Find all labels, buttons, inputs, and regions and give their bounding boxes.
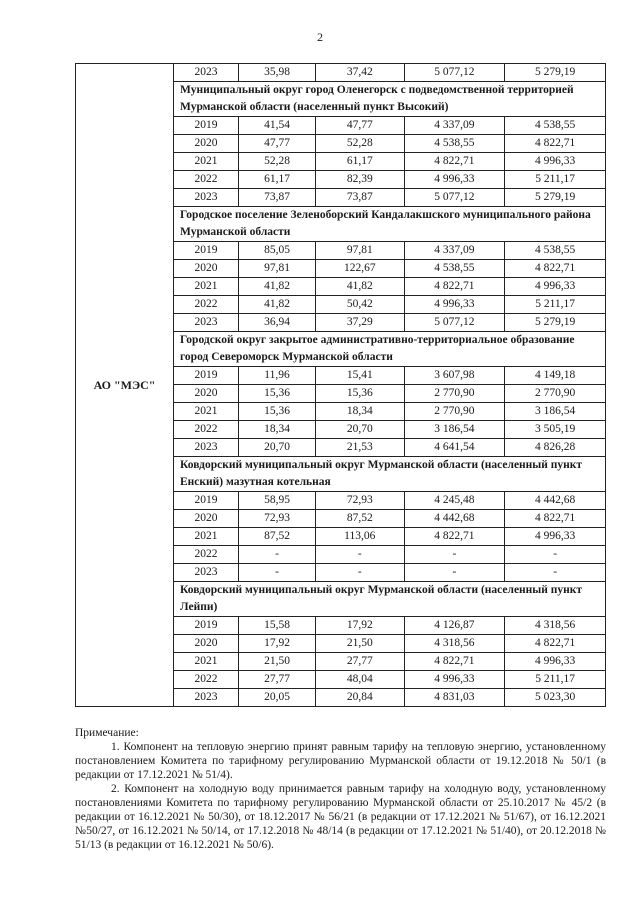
value-cell: - — [239, 546, 316, 564]
value-cell: 11,96 — [239, 367, 316, 385]
value-cell: 52,28 — [316, 135, 404, 153]
year-cell: 2019 — [174, 367, 239, 385]
value-cell: 3 607,98 — [404, 367, 505, 385]
group-title: Муниципальный округ город Оленегорск с подведомственной территорией Мурманской области (населенный пункт Высокий) — [174, 82, 606, 117]
value-cell: 5 279,19 — [505, 314, 606, 332]
value-cell: 15,36 — [316, 385, 404, 403]
value-cell: 41,82 — [239, 296, 316, 314]
value-cell: 73,87 — [239, 189, 316, 207]
year-cell: 2021 — [174, 653, 239, 671]
value-cell: 72,93 — [239, 510, 316, 528]
value-cell: 4 538,55 — [505, 242, 606, 260]
year-cell: 2023 — [174, 314, 239, 332]
value-cell: 4 831,03 — [404, 689, 505, 707]
year-cell: 2020 — [174, 385, 239, 403]
value-cell: 5 023,30 — [505, 689, 606, 707]
value-cell: 18,34 — [316, 403, 404, 421]
year-cell: 2023 — [174, 439, 239, 457]
value-cell: 4 996,33 — [505, 528, 606, 546]
value-cell: 97,81 — [316, 242, 404, 260]
value-cell: 97,81 — [239, 260, 316, 278]
value-cell: 4 538,55 — [505, 117, 606, 135]
group-title: Городское поселение Зеленоборский Кандалакшского муниципального района Мурманской области — [174, 207, 606, 242]
value-cell: 52,28 — [239, 153, 316, 171]
value-cell: 17,92 — [239, 635, 316, 653]
value-cell: 4 149,18 — [505, 367, 606, 385]
value-cell: 47,77 — [316, 117, 404, 135]
value-cell: 4 442,68 — [505, 492, 606, 510]
year-cell: 2019 — [174, 242, 239, 260]
value-cell: 4 337,09 — [404, 117, 505, 135]
note-item: 2. Компонент на холодную воду принимается равным тарифу на холодную воду, установленному постановлениями Комитета по тарифному регулированию Мурманской области от 25.10.2017 № 45/2 (в редакции от 16.12.2021 № 50/30), от 18.12.2017 № 56/21 (в редакции от 17.12.2021 № 51/67), от 16.12.2021 №50/27, от 16.12.2021 № 50/14, от 17.12.2018 № 48/14 (в редакции от 17.12.2021 № 51/40), от 20.12.2018 № 51/13 (в редакции от 16.12.2021 № 50/6). — [75, 783, 606, 851]
value-cell: 27,77 — [239, 671, 316, 689]
value-cell: 4 822,71 — [404, 653, 505, 671]
value-cell: 15,36 — [239, 403, 316, 421]
value-cell: - — [404, 546, 505, 564]
value-cell: 15,36 — [239, 385, 316, 403]
value-cell: 21,50 — [316, 635, 404, 653]
value-cell: 47,77 — [239, 135, 316, 153]
value-cell: 4 996,33 — [505, 278, 606, 296]
value-cell: 4 822,71 — [505, 260, 606, 278]
value-cell: 4 996,33 — [505, 653, 606, 671]
value-cell: 5 211,17 — [505, 671, 606, 689]
year-cell: 2020 — [174, 510, 239, 528]
value-cell: 37,29 — [316, 314, 404, 332]
value-cell: 4 641,54 — [404, 439, 505, 457]
value-cell: 4 826,28 — [505, 439, 606, 457]
value-cell: 3 186,54 — [505, 403, 606, 421]
value-cell: 2 770,90 — [505, 385, 606, 403]
value-cell: - — [239, 564, 316, 582]
value-cell: 4 822,71 — [505, 510, 606, 528]
value-cell: 15,41 — [316, 367, 404, 385]
value-cell: 61,17 — [239, 171, 316, 189]
value-cell: 36,94 — [239, 314, 316, 332]
note-item: 1. Компонент на тепловую энергию принят равным тарифу на тепловую энергию, установленному постановлением Комитета по тарифному регулированию Мурманской области от 19.12.2018 № 50/1 (в редакции от 17.12.2021 № 51/4). — [75, 741, 606, 781]
value-cell: 50,42 — [316, 296, 404, 314]
value-cell: 48,04 — [316, 671, 404, 689]
value-cell: 4 822,71 — [404, 153, 505, 171]
value-cell: 5 077,12 — [404, 314, 505, 332]
table-row — [76, 64, 606, 82]
value-cell: 5 077,12 — [404, 64, 505, 82]
year-cell: 2022 — [174, 296, 239, 314]
value-cell: 15,58 — [239, 617, 316, 635]
year-cell: 2021 — [174, 278, 239, 296]
year-cell: 2022 — [174, 546, 239, 564]
value-cell: 4 318,56 — [404, 635, 505, 653]
value-cell: - — [505, 564, 606, 582]
year-cell: 2023 — [174, 689, 239, 707]
tariff-table — [75, 63, 606, 707]
year-cell: 2020 — [174, 635, 239, 653]
value-cell: 87,52 — [239, 528, 316, 546]
year-cell: 2019 — [174, 117, 239, 135]
value-cell: 4 538,55 — [404, 135, 505, 153]
value-cell: 20,84 — [316, 689, 404, 707]
value-cell: 4 126,87 — [404, 617, 505, 635]
year-cell: 2021 — [174, 403, 239, 421]
value-cell: 4 996,33 — [404, 296, 505, 314]
year-cell: 2019 — [174, 492, 239, 510]
year-cell: 2019 — [174, 617, 239, 635]
value-cell: 3 505,19 — [505, 421, 606, 439]
page-number: 2 — [317, 30, 323, 44]
value-cell: - — [316, 564, 404, 582]
year-cell: 2023 — [174, 64, 239, 82]
value-cell: 41,82 — [239, 278, 316, 296]
value-cell: 17,92 — [316, 617, 404, 635]
year-cell: 2022 — [174, 671, 239, 689]
value-cell: 4 245,48 — [404, 492, 505, 510]
group-title: Ковдорский муниципальный округ Мурманской области (населенный пункт Енский) мазутная котельная — [174, 457, 606, 492]
year-cell: 2021 — [174, 153, 239, 171]
year-cell: 2022 — [174, 171, 239, 189]
value-cell: 4 822,71 — [505, 135, 606, 153]
value-cell: 58,95 — [239, 492, 316, 510]
value-cell: 82,39 — [316, 171, 404, 189]
value-cell: 4 318,56 — [505, 617, 606, 635]
value-cell: 4 442,68 — [404, 510, 505, 528]
value-cell: 4 538,55 — [404, 260, 505, 278]
year-cell: 2021 — [174, 528, 239, 546]
year-cell: 2022 — [174, 421, 239, 439]
value-cell: 5 279,19 — [505, 64, 606, 82]
value-cell: 20,05 — [239, 689, 316, 707]
value-cell: 61,17 — [316, 153, 404, 171]
year-cell: 2020 — [174, 260, 239, 278]
value-cell: 4 337,09 — [404, 242, 505, 260]
value-cell: 5 077,12 — [404, 189, 505, 207]
value-cell: 4 996,33 — [404, 671, 505, 689]
value-cell: - — [404, 564, 505, 582]
value-cell: 113,06 — [316, 528, 404, 546]
value-cell: 20,70 — [316, 421, 404, 439]
value-cell: - — [505, 546, 606, 564]
value-cell: 5 211,17 — [505, 296, 606, 314]
value-cell: 35,98 — [239, 64, 316, 82]
value-cell: 21,50 — [239, 653, 316, 671]
group-title: Ковдорский муниципальный округ Мурманской области (населенный пункт Лейпи) — [174, 582, 606, 617]
value-cell: 73,87 — [316, 189, 404, 207]
value-cell: 4 996,33 — [404, 171, 505, 189]
year-cell: 2023 — [174, 189, 239, 207]
value-cell: 4 822,71 — [404, 528, 505, 546]
value-cell: 4 822,71 — [505, 635, 606, 653]
year-cell: 2023 — [174, 564, 239, 582]
value-cell: 2 770,90 — [404, 403, 505, 421]
value-cell: 4 822,71 — [404, 278, 505, 296]
value-cell: 5 279,19 — [505, 189, 606, 207]
value-cell: 3 186,54 — [404, 421, 505, 439]
value-cell: 20,70 — [239, 439, 316, 457]
value-cell: 41,82 — [316, 278, 404, 296]
notes-section — [75, 726, 606, 852]
value-cell: 37,42 — [316, 64, 404, 82]
group-title: Городской округ закрытое административно-территориальное образование город Североморск Мурманской области — [174, 332, 606, 367]
value-cell: - — [316, 546, 404, 564]
value-cell: 85,05 — [239, 242, 316, 260]
year-cell: 2020 — [174, 135, 239, 153]
organization-cell: АО "МЭС" — [76, 64, 174, 707]
value-cell: 122,67 — [316, 260, 404, 278]
value-cell: 4 996,33 — [505, 153, 606, 171]
value-cell: 21,53 — [316, 439, 404, 457]
value-cell: 2 770,90 — [404, 385, 505, 403]
value-cell: 41,54 — [239, 117, 316, 135]
value-cell: 87,52 — [316, 510, 404, 528]
value-cell: 27,77 — [316, 653, 404, 671]
value-cell: 5 211,17 — [505, 171, 606, 189]
value-cell: 18,34 — [239, 421, 316, 439]
value-cell: 72,93 — [316, 492, 404, 510]
notes-heading: Примечание: — [75, 727, 139, 739]
